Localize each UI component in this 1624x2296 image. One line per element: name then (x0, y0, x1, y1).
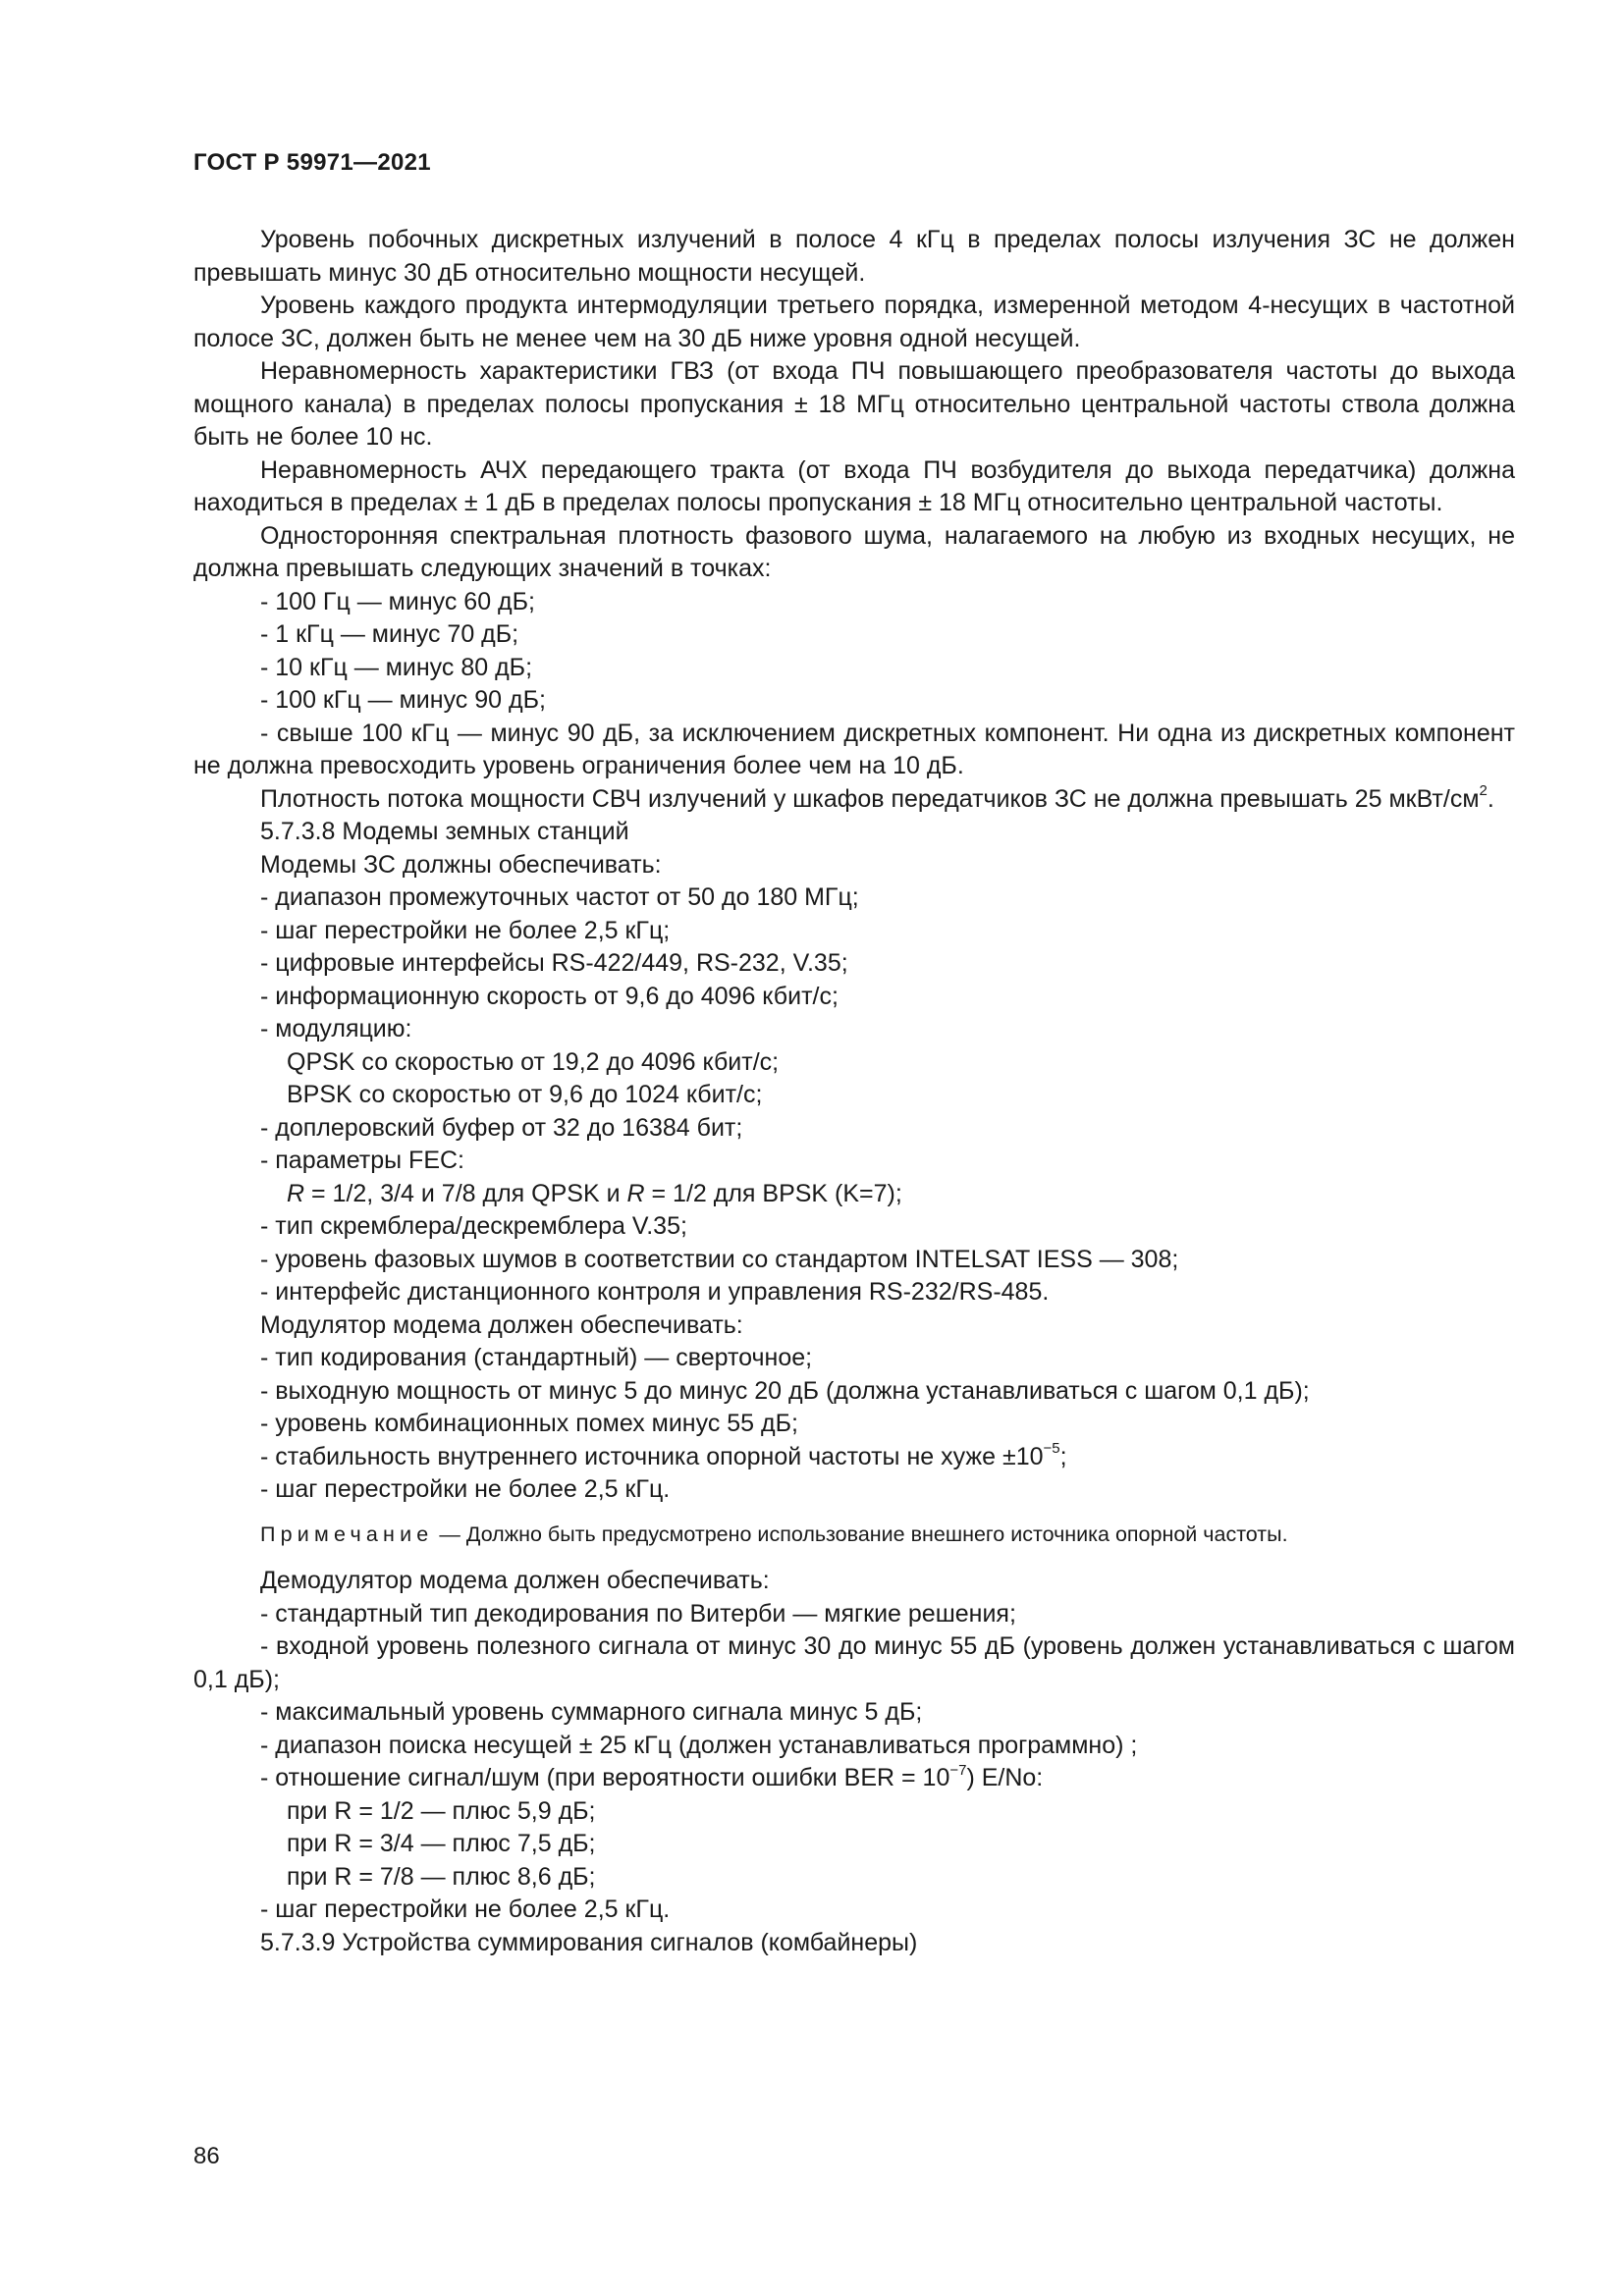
paragraph-microwave-flux: Плотность потока мощности СВЧ излучений у шкафов передатчиков ЗС не должна превышать 25 мкВт/$см^2$. (260, 782, 1494, 813)
list-item: - шаг перестройки не более 2,5 кГц. (260, 1896, 671, 1923)
superscript: −5 (1043, 1440, 1060, 1458)
list-item: - свыше 100 кГц — минус 90 дБ, за исключением дискретных компонент. Ни одна из дискретных компонент не должна превосходить уровень ограничения более чем на 10 дБ. (193, 719, 1515, 779)
note-text: — Должно быть предусмотрено использование внешнего источника опорной частоты. (433, 1522, 1288, 1546)
list-item: - уровень комбинационных помех минус 55 дБ; (260, 1410, 798, 1437)
superscript: 2 (1479, 782, 1488, 800)
list-item: - шаг перестройки не более 2,5 кГц. (260, 1475, 671, 1503)
list-item: - уровень фазовых шумов в соответствии со стандартом INTELSAT IESS — 308; (260, 1245, 1179, 1273)
document-header: ГОСТ Р 59971—2021 (193, 149, 431, 176)
list-item: - тип кодирования (стандартный) — сверточное; (260, 1344, 813, 1371)
section-heading-5739: 5.7.3.9 Устройства суммирования сигналов (комбайнеры) (260, 1928, 918, 1956)
paragraph-frequency-response: Неравномерность АЧХ передающего тракта (от входа ПЧ возбудителя до выхода передатчика) должна находиться в пределах ± 1 дБ в пределах полосы пропускания ± 18 МГц относительно центральной частоты. (193, 455, 1515, 516)
section-heading-5738: 5.7.3.8 Модемы земных станций (260, 818, 629, 845)
list-item: - цифровые интерфейсы RS-422/449, RS-232, V.35; (260, 949, 848, 977)
list-item: - диапазон поиска несущей ± 25 кГц (должен устанавливаться программно) ; (260, 1731, 1138, 1759)
list-item: - информационную скорость от 9,6 до 4096 кбит/с; (260, 982, 839, 1010)
modulator-intro: Модулятор модема должен обеспечивать: (260, 1310, 743, 1339)
list-item: - 100 Гц — минус 60 дБ; (260, 587, 535, 615)
paragraph-phase-noise: Односторонняя спектральная плотность фазового шума, налагаемого на любую из входных несущих, не должна превышать следующих значений в точках: (193, 521, 1515, 582)
page-number: 86 (193, 2143, 220, 2169)
paragraph-spurious-emissions: Уровень побочных дискретных излучений в полосе 4 кГц в пределах полосы излучения ЗС не должен превышать минус 30 дБ относительно мощности несущей. (193, 226, 1515, 287)
list-subitem: QPSK со скоростью от 19,2 до 4096 кбит/с; (287, 1047, 780, 1076)
list-item: - выходную мощность от минус 5 до минус 20 дБ (должна устанавливаться с шагом 0,1 дБ); (260, 1376, 1310, 1405)
list-subitem: R = 1/2, 3/4 и 7/8 для QPSK и R = 1/2 для BPSK (K=7); (287, 1179, 902, 1207)
list-item: - интерфейс дистанционного контроля и управления RS-232/RS-485. (260, 1278, 1050, 1306)
list-subitem: при R = 3/4 — плюс 7,5 дБ; (287, 1830, 596, 1857)
list-item: - диапазон промежуточных частот от 50 до 180 МГц; (260, 883, 859, 911)
demodulator-intro: Демодулятор модема должен обеспечивать: (260, 1567, 770, 1594)
note (193, 1519, 1515, 1552)
superscript: −7 (949, 1761, 967, 1779)
list-item: - 1 кГц — минус 70 дБ; (260, 620, 519, 648)
list-item: - 100 кГц — минус 90 дБ; (260, 686, 546, 714)
list-subitem: при R = 1/2 — плюс 5,9 дБ; (287, 1796, 596, 1825)
list-item: - шаг перестройки не более 2,5 кГц; (260, 916, 671, 944)
list-item: - тип скремблера/дескремблера V.35; (260, 1212, 687, 1240)
list-item: - отношение сигнал/шум (при вероятности ошибки BER = $10^{-7}$) E/No: (260, 1761, 1044, 1791)
list-item: - входной уровень полезного сигнала от минус 30 до минус 55 дБ (уровень должен устанавливаться с шагом 0,1 дБ); (193, 1632, 1515, 1693)
paragraph-group-delay: Неравномерность характеристики ГВЗ (от входа ПЧ повышающего преобразователя частоты до выхода мощного канала) в пределах полосы пропускания ± 18 МГц относительно центральной частоты ствола должна быть не более 10 нс. (193, 357, 1515, 451)
list-item: - доплеровский буфер от 32 до 16384 бит; (260, 1113, 743, 1142)
list-item: - параметры FEC: (260, 1147, 464, 1174)
document-body (193, 224, 1515, 1959)
modem-intro: Модемы ЗС должны обеспечивать: (260, 850, 662, 879)
list-item: - максимальный уровень суммарного сигнала минус 5 дБ; (260, 1698, 923, 1726)
list-item: - стабильность внутреннего источника опорной частоты не хуже $\pm 10^{-5}$; (260, 1440, 1067, 1470)
list-item: - стандартный тип декодирования по Витерби — мягкие решения; (260, 1599, 1016, 1628)
list-item: - модуляцию: (260, 1015, 412, 1042)
list-item: - 10 кГц — минус 80 дБ; (260, 653, 533, 681)
note-label: Примечание (260, 1522, 434, 1546)
list-subitem: BPSK со скоростью от 9,6 до 1024 кбит/с; (287, 1081, 763, 1108)
list-subitem: при R = 7/8 — плюс 8,6 дБ; (287, 1862, 596, 1891)
paragraph-intermodulation: Уровень каждого продукта интермодуляции третьего порядка, измеренной методом 4-несущих в частотной полосе ЗС, должен быть не менее чем на 30 дБ ниже уровня одной несущей. (193, 292, 1515, 352)
